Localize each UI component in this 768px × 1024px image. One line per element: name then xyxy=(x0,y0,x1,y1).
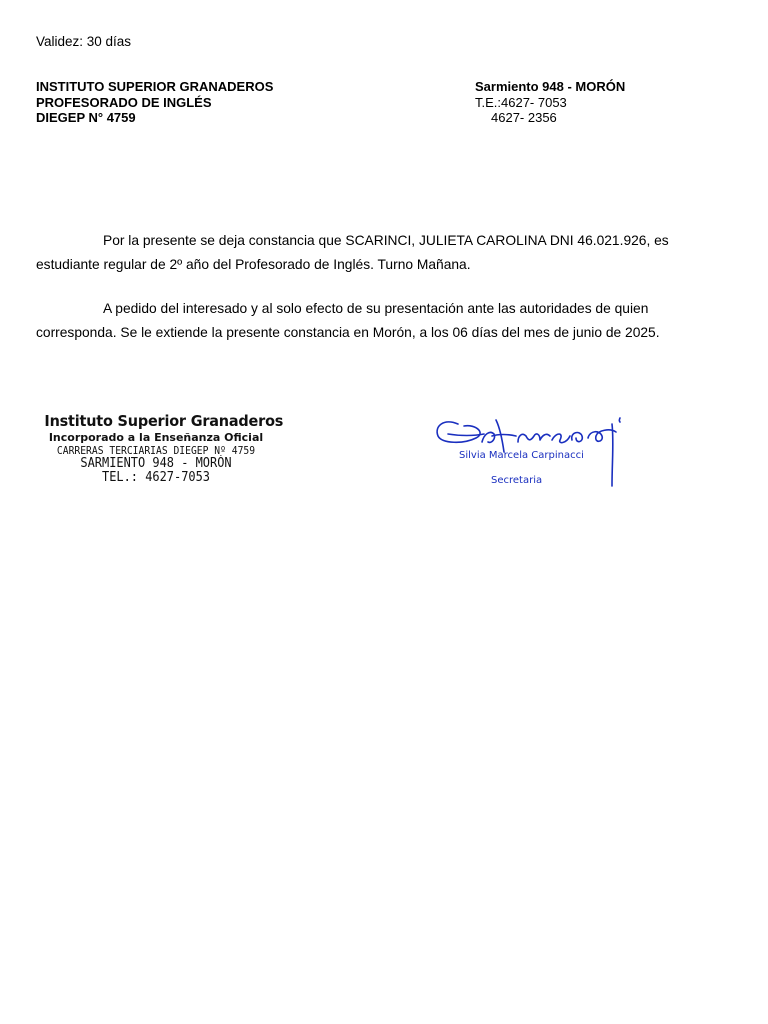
contact-header xyxy=(475,79,625,126)
institution-program: PROFESORADO DE INGLÉS xyxy=(36,94,212,110)
stamp-line-2: Incorporado a la Enseñanza Oficial xyxy=(48,431,264,444)
institution-registration: DIEGEP N° 4759 xyxy=(36,110,136,125)
certificate-paragraph-2: A pedido del interesado y al solo efecto de su presentación ante las autoridades de quien corresponda. Se le extiende la presente constancia en Morón, a los 06 días del mes de junio de 2025. xyxy=(36,301,660,340)
certificate-paragraph-1: Por la presente se deja constancia que SCARINCI, JULIETA CAROLINA DNI 46.021.926, es estudiante regular de 2º año del Profesorado de Inglés. Turno Mañana. xyxy=(36,233,669,272)
address: Sarmiento 948 - MORÓN xyxy=(475,79,626,94)
signatory-name: Silvia Marcela Carpinacci xyxy=(459,450,584,461)
signature-block xyxy=(430,412,630,492)
institution-header xyxy=(36,79,273,126)
stamp-line-5: TEL.: 4627-7053 xyxy=(101,470,211,485)
stamp-line-4: SARMIENTO 948 - MORÓN xyxy=(80,456,232,471)
validity-note: Validez: 30 días xyxy=(36,34,132,49)
phone-primary: T.E.:4627- 7053 xyxy=(475,94,567,110)
stamp-line-3: CARRERAS TERCIARIAS DIEGEP Nº 4759 xyxy=(56,444,256,457)
signatory-role: Secretaria xyxy=(491,475,543,486)
phone-secondary: 4627- 2356 xyxy=(491,110,557,125)
stamp-line-1: Instituto Superior Granaderos xyxy=(44,412,284,430)
institution-name: INSTITUTO SUPERIOR GRANADEROS xyxy=(36,79,274,94)
institution-stamp xyxy=(36,412,284,485)
